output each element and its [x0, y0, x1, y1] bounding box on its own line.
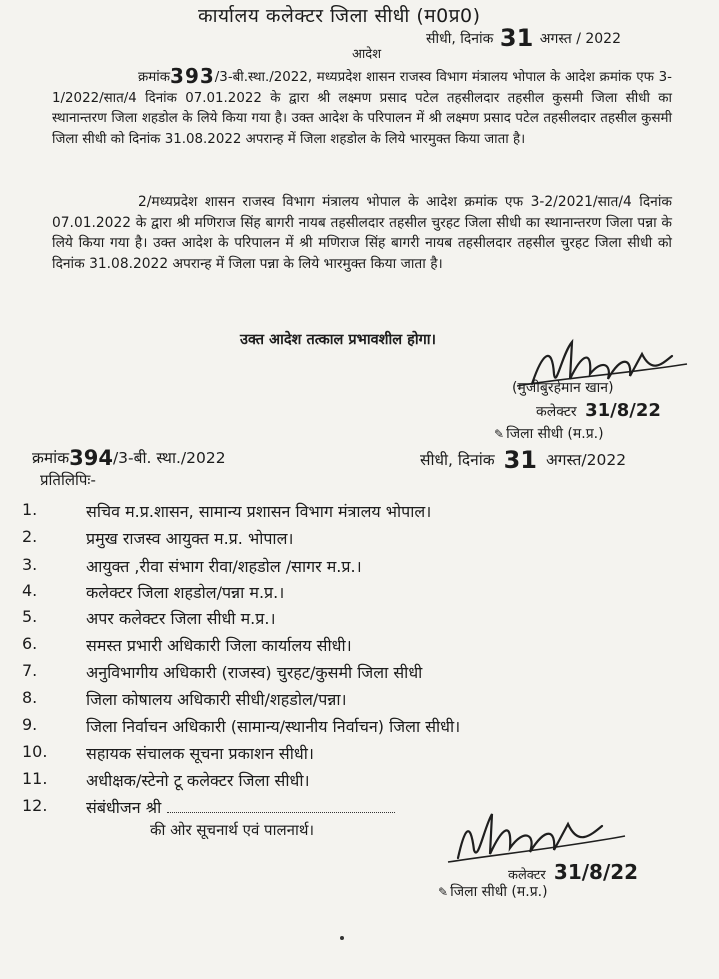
order2-date-prefix: सीधी, दिनांक — [420, 451, 495, 469]
order-paragraph-1 — [52, 66, 672, 150]
copy-to-label: प्रतिलिपिः- — [40, 471, 96, 489]
signatory-designation: कलेक्टर — [536, 404, 577, 420]
order1-body: /3-बी.स्था./2022, मध्यप्रदेश शासन राजस्व विभाग मंत्रालय भोपाल के आदेश क्रमांक एफ 3-1/2022/सात/4 दिनांक 07.01.2022 के द्वारा श्री लक्ष्मण प्रसाद पटेल तहसीलदार तहसील कुसमी जिला सीधी का स्थानान्तरण जिला शहडोल के लिये किया गया है। उक्त आदेश के परिपालन में श्री लक्ष्मण प्रसाद पटेल तहसीलदार तहसील कुसमी जिला सीधी को दिनांक 31.08.2022 अपरान्ह में जिला शहडोल के लिये भारमुक्त किया जाता है। — [52, 70, 672, 147]
effective-statement: उक्त आदेश तत्काल प्रभावशील होगा। — [240, 332, 437, 348]
header-date-day: 31 — [499, 24, 534, 52]
signature-2-icon — [440, 806, 640, 868]
signature-2-date: 31/8/22 — [553, 860, 639, 884]
closing-line: की ओर सूचनार्थ एवं पालनार्थ। — [150, 821, 315, 839]
signatory-name: (मुजीबुरहेमान खान) — [512, 380, 614, 396]
stamp-mark-icon: ✎ — [494, 427, 505, 441]
order2-date — [420, 446, 626, 474]
header-date — [426, 24, 621, 52]
order2-prefix: क्रमांक — [32, 449, 70, 467]
order1-prefix: क्रमांक — [138, 70, 171, 85]
signatory-2-district-text: जिला सीधी (म.प्र.) — [450, 884, 548, 900]
signatory-2-district — [438, 882, 548, 901]
order2-date-day: 31 — [503, 446, 538, 474]
signatory-district-text: जिला सीधी (म.प्र.) — [506, 426, 604, 442]
order2-number: 394 — [69, 446, 113, 470]
blank-dotted-line — [167, 798, 395, 813]
order2-date-suffix: अगस्त/2022 — [545, 451, 627, 469]
order-document: कार्यालय कलेक्टर जिला सीधी (म0प्र0) सीधी, दिनांक 31 अगस्त / 2022 आदेश क्रमांक393/3-बी.स्था./2022, मध्यप्रदेश शासन राजस्व विभाग मंत्रालय भोपाल के आदेश क्रमांक एफ 3-1/2022/सात/4 दिनांक 07.01.2022 के द्वारा श्री लक्ष्मण प्रसाद पटेल तहसीलदार तहसील कुसमी जिला सीधी का स्थानान्तरण जिला शहडोल के लिये किया गया है। उक्त आदेश के परिपालन में श्री लक्ष्मण प्रसाद पटेल तहसीलदार तहसील कुसमी जिला सीधी को दिनांक 31.08.2022 अपरान्ह में जिला शहडोल के लिये भारमुक्त किया जाता है। 2/मध्यप्रदेश शासन राजस्व विभाग मंत्रालय भोपाल के आदेश क्रमांक एफ 3-2/2021/सात/4 दिनांक 07.01.2022 के द्वारा श्री मणिराज सिंह बागरी नायब तहसीलदार तहसील चुरहट जिला सीधी का स्थानान्तरण जिला पन्ना के लिये किया गया है। उक्त आदेश के परिपालन में श्री मणिराज सिंह बागरी नायब तहसीलदार तहसील चुरहट जिला सीधी को दिनांक 31.08.2022 अपरान्ह में जिला पन्ना के लिये भारमुक्त किया जाता है। उक्त आदेश तत्काल प्रभावशील होगा। (मुजीबुरहेमान खान) कलेक्टर 31/8/22 ✎ जिला सीधी (म.प्र.) क्रमांक394/3-बी. स्था./2022 सीधी, दिनांक 31 अगस्त/2022 प्रतिलिपिः- 1. सचिव म.प्र.शासन, सामान्य प्रशासन विभाग मंत्रालय भोपाल। 2. प्रमुख राजस्व आयुक्त म.प्र. भोपाल। 3. आयुक्त ,रीवा संभाग रीवा/शहडोल /सागर म.प्र.। 4. कलेक्टर जिला शहडोल/पन्ना म.प्र.। 5. अपर कलेक्टर जिला सीधी म.प्र.। 6. समस्त प्रभारी अधिकारी जिला कार्यालय सीधी। 7. अनुविभागीय अधिकारी (राजस्व) चुरहट/कुसमी जिला सीधी 8. जिला कोषालय अधिकारी सीधी/शहडोल/पन्ना। 9. जिला निर्वाचन अधिकारी (सामान्य/स्थानीय निर्वाचन) जिला सीधी। 10. सहायक संचालक सूचना प्रकाशन सीधी। 11. अधीक्षक/स्टेनो टू कलेक्टर जिला सीधी। 12. संबंधीजन श्री की ओर सूचनार्थ एवं पालनार्थ। कलेक्टर 31/8/22 ✎ जिला सीधी (म.प्र.) — [0, 0, 719, 979]
ink-dot — [340, 936, 344, 940]
stamp-mark-icon: ✎ — [438, 885, 449, 899]
header-date-prefix: सीधी, दिनांक — [426, 31, 494, 47]
order2-suffix: /3-बी. स्था./2022 — [112, 449, 226, 467]
order2-number-line — [32, 446, 226, 470]
signatory-2-title — [508, 860, 638, 884]
order-heading: आदेश — [352, 47, 382, 62]
signature-date: 31/8/22 — [585, 400, 661, 421]
order1-number: 393 — [170, 64, 215, 88]
order1-para2: 2/मध्यप्रदेश शासन राजस्व विभाग मंत्रालय भोपाल के आदेश क्रमांक एफ 3-2/2021/सात/4 दिनांक 07.01.2022 के द्वारा श्री मणिराज सिंह बागरी नायब तहसीलदार तहसील चुरहट जिला सीधी का स्थानान्तरण जिला पन्ना के लिये किया गया है। उक्त आदेश के परिपालन में श्री मणिराज सिंह बागरी नायब तहसीलदार तहसील चुरहट जिला सीधी को दिनांक 31.08.2022 अपरान्ह में जिला पन्ना के लिये भारमुक्त किया जाता है। — [52, 194, 672, 272]
header-date-suffix: अगस्त / 2022 — [539, 31, 621, 47]
office-title: कार्यालय कलेक्टर जिला सीधी (म0प्र0) — [198, 5, 481, 27]
order-paragraph-2 — [52, 192, 672, 274]
signatory-2-designation: कलेक्टर — [508, 868, 546, 883]
signatory-district — [494, 424, 604, 443]
signatory-title — [536, 400, 661, 421]
